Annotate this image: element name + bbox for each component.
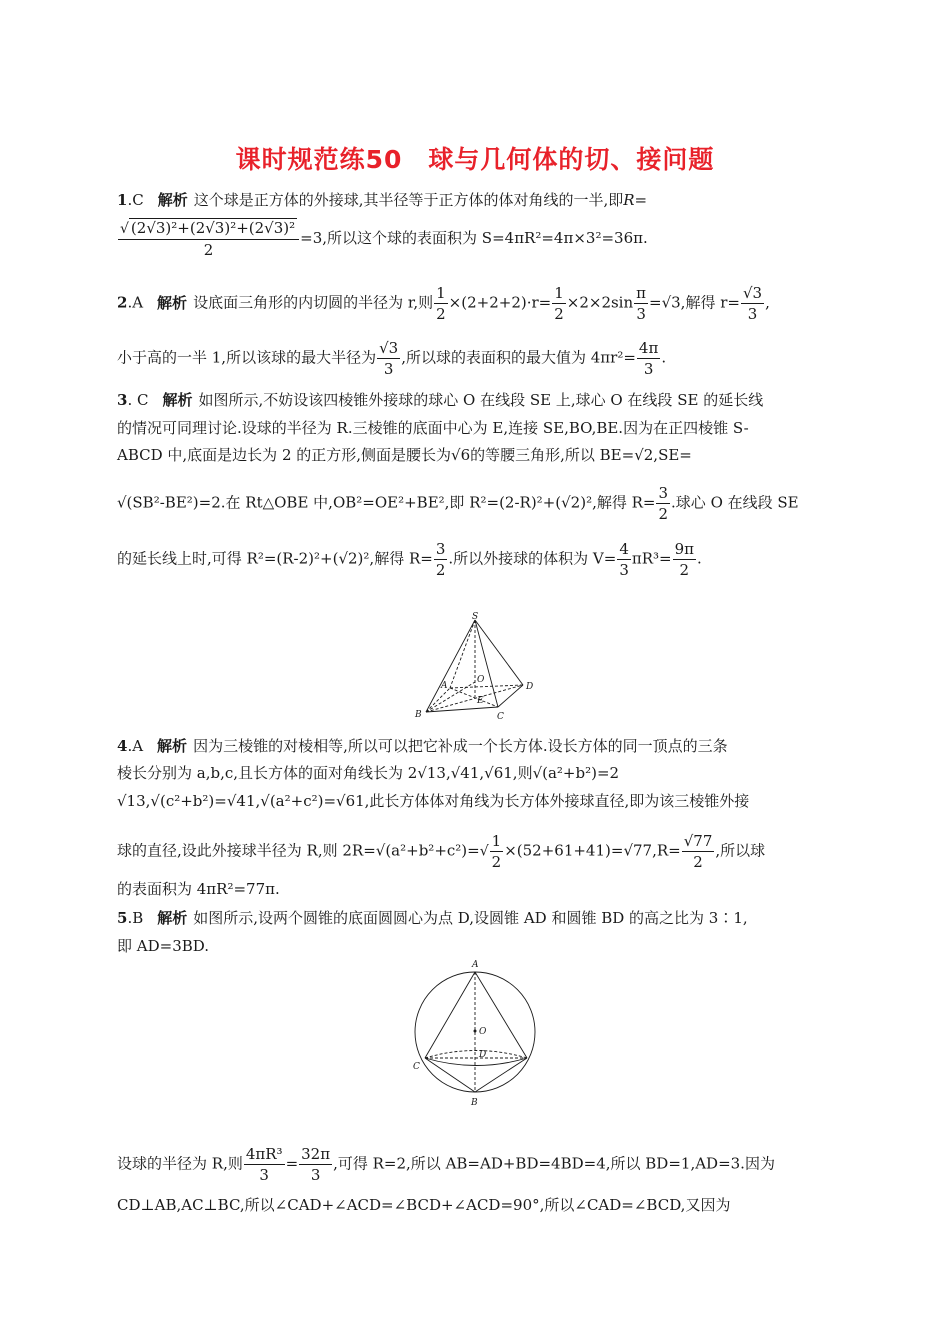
label-O: O [477,675,485,685]
center-point [474,1030,477,1033]
solution-4-line-4: 球的直径,设此外接球半径为 R,则 2R=√(a²+b²+c²)=√ $\frac{1}{2}$ ×(52+61+41)=√77,R= $\frac{√77}{2}$ ,所以球 [117,832,766,871]
solution-3-line-4: √(SB²-BE²)=2.在 Rt△OBE 中,OB²=OE²+BE²,即 R²=(2-R)²+(√2)²,解得 R= $\frac{3}{2}$ .球心 O 在线段 SE [117,484,799,523]
solution-5-line-1: 5.B 解析 如图所示,设两个圆锥的底面圆圆心为点 D,设圆锥 AD 和圆锥 BD 的高之比为 3∶1, [117,909,748,927]
analysis-label: 解析 [157,293,188,312]
solution-4-line-3: √13,√(c²+b²)=√41,√(a²+c²)=√61,此长方体体对角线为长方体外接球直径,即为该三棱锥外接 [117,792,750,810]
page-title: 课时规范练50 球与几何体的切、接问题 [235,145,715,174]
problem-number: 4 [117,737,128,755]
solution-1-line-2: $\frac{\text{√ (2√3)²+(2√3)²+(2√3)²}}{2}$ =3,所以这个球的表面积为 S=4πR²=4π×3²=36π. [120,219,648,259]
analysis-label: 解析 [157,191,188,209]
solution-5-line-3: 设球的半径为 R,则 $\frac{\text{4πR³}}{3}$ = $\frac{32\pi}{3}$ ,可得 R=2,所以 AB=AD+BD=4BD=4,所以 BD=1,AD=3.因为 [117,1145,775,1184]
label-S: S [472,612,479,622]
label-D: D [479,1050,487,1060]
label-D: D [526,682,534,692]
label-A: A [441,681,448,691]
label-C: C [413,1062,420,1072]
label-E: E [477,696,484,706]
problem-number: 5 [117,909,128,927]
label-A: A [472,960,479,970]
solution-3-line-5: 的延长线上时,可得 R²=(R-2)²+(√2)²,解得 R= $\frac{3}{2}$ .所以外接球的体积为 V= $\frac{4}{3}$ πR³= $\frac{9\pi}{2}$ . [117,540,702,579]
analysis-label: 解析 [162,391,193,409]
solution-3-line-2: 的情况可同理讨论.设球的半径为 R.三棱锥的底面中心为 E,连接 SE,BO,BE.因为在正四棱锥 S- [117,419,749,437]
solution-1-line-1: 1.C 解析 这个球是正方体的外接球,其半径等于正方体的体对角线的一半,即R= [117,191,648,209]
pyramid-figure [410,610,540,725]
solution-4-line-5: 的表面积为 4πR²=77π. [117,880,280,898]
solution-5-line-4: CD⊥AB,AC⊥BC,所以∠CAD+∠ACD=∠BCD+∠ACD=90°,所以∠CAD=∠BCD,又因为 [117,1196,731,1214]
solution-3-line-1: 3. C 解析 如图所示,不妨设该四棱锥外接球的球心 O 在线段 SE 上,球心 O 在线段 SE 的延长线 [117,391,764,409]
label-B: B [471,1098,478,1108]
label-B: B [415,710,422,720]
problem-number: 2 [117,293,128,312]
solution-2-line-1: 2.A 解析 设底面三角形的内切圆的半径为 r,则 $\frac{1}{2}$ ×(2+2+2)·r= $\frac{1}{2}$ ×2×2sin $\frac{\pi}{3}$ =√3,解得 r= $\frac{√3}{3}$ , [117,284,770,323]
sphere-cones-figure [405,955,545,1110]
solution-2-line-2: 小于高的一半 1,所以该球的最大半径为 $\frac{√3}{3}$ ,所以球的表面积的最大值为 4πr²= $\frac{4\pi}{3}$ . [117,339,667,378]
radius-fraction: $\frac{\text{√ (2√3)²+(2√3)²+(2√3)²}}{2}$ [118,218,299,260]
solution-3-line-3: ABCD 中,底面是边长为 2 的正方形,侧面是腰长为√6的等腰三角形,所以 BE=√2,SE= [117,446,692,464]
analysis-label: 解析 [157,909,188,927]
label-O: O [479,1027,487,1037]
analysis-label: 解析 [157,737,188,755]
problem-number: 1 [117,191,128,209]
problem-number: 3 [117,391,128,409]
solution-4-line-1: 4.A 解析 因为三棱锥的对棱相等,所以可以把它补成一个长方体.设长方体的同一顶点的三条 [117,737,728,755]
solution-5-line-2: 即 AD=3BD. [117,937,210,955]
label-C: C [497,712,504,722]
solution-4-line-2: 棱长分别为 a,b,c,且长方体的面对角线长为 2√13,√41,√61,则√(a²+b²)=2 [117,764,620,782]
